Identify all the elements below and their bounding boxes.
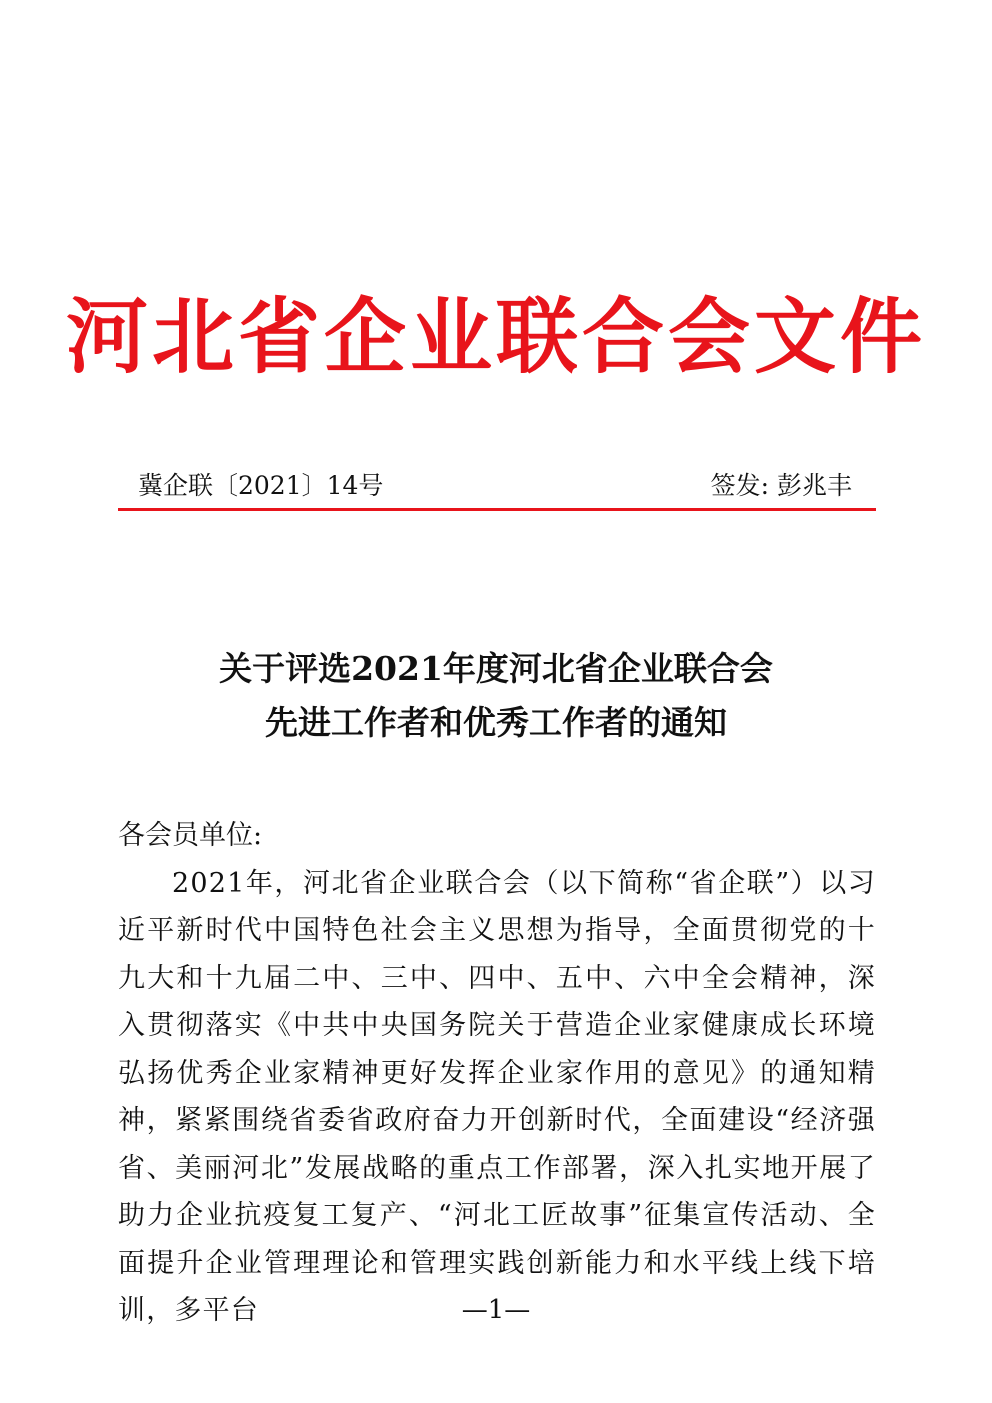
- page-number: —1—: [461, 1295, 531, 1325]
- masthead-title: 河北省企业联合会文件: [65, 290, 926, 385]
- body-paragraph: 2021年，河北省企业联合会（以下简称“省企联”）以习近平新时代中国特色社会主义思想为指导，全面贯彻党的十九大和十九届二中、三中、四中、五中、六中全会精神，深入贯彻落实《中共中央国务院关于营造企业家健康成长环境弘扬优秀企业家精神更好发挥企业家作用的意见》的通知精神，紧紧围绕省委省政府奋力开创新时代，全面建设“经济强省、美丽河北”发展战略的重点工作部署，深入扎实地开展了助力企业抗疫复工复产、“河北工匠故事”征集宣传活动、全面提升企业管理理论和管理实践创新能力和水平线上线下培训，多平台: [118, 867, 876, 1326]
- signer: 签发: 彭兆丰: [710, 471, 852, 500]
- salutation: 各会员单位:: [118, 820, 263, 851]
- document-info-line: [118, 466, 876, 506]
- title-line-2: 先进工作者和优秀工作者的通知: [265, 703, 727, 742]
- notice-title: [0, 642, 992, 750]
- document-number: 冀企联〔2021〕14号: [138, 471, 384, 500]
- red-divider: [118, 508, 876, 511]
- title-line-1: 关于评选2021年度河北省企业联合会: [219, 649, 773, 688]
- body-text: [118, 812, 876, 1335]
